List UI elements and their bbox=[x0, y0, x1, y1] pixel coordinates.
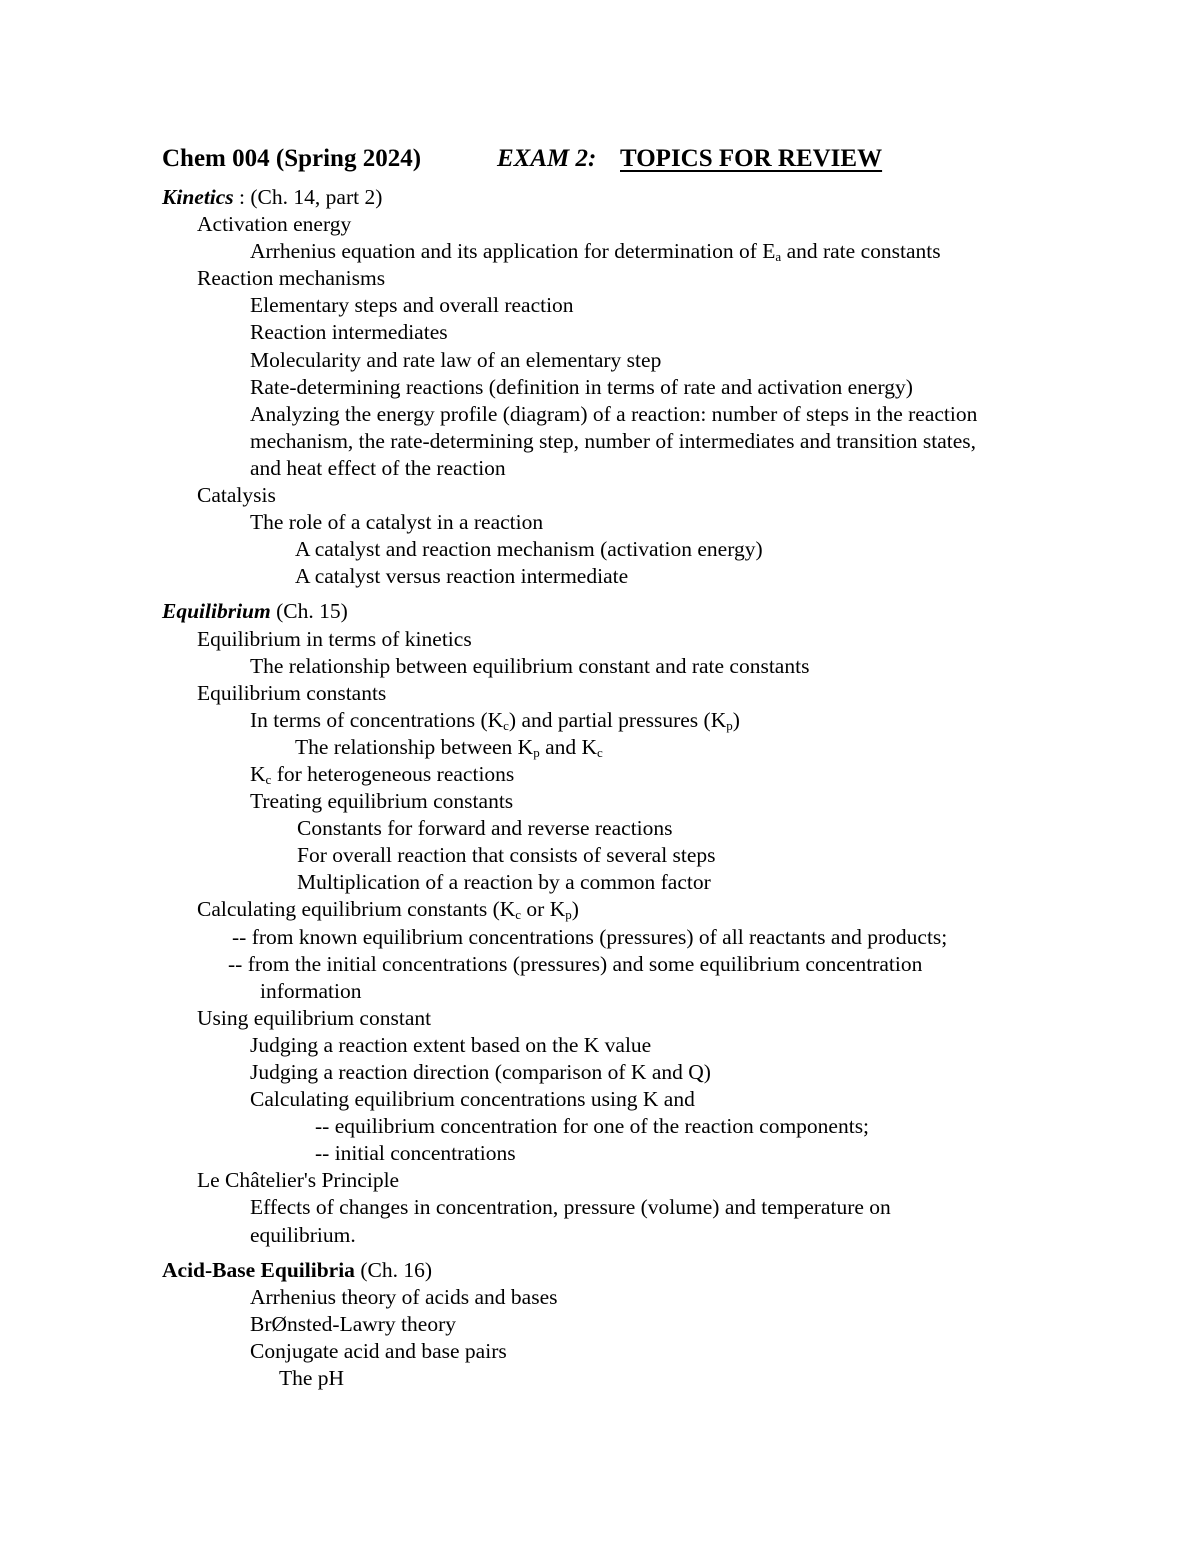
outline-item: Calculating equilibrium concentrations using K and bbox=[250, 1087, 695, 1112]
section-heading-equilibrium: Equilibrium bbox=[162, 599, 271, 624]
outline-item: The relationship between equilibrium constant and rate constants bbox=[250, 653, 810, 678]
outline-item: equilibrium. bbox=[250, 1222, 356, 1247]
topics-heading: TOPICS FOR REVIEW bbox=[620, 145, 883, 172]
outline-item: mechanism, the rate-determining step, number of intermediates and transition states, bbox=[250, 428, 977, 453]
outline-item: Using equilibrium constant bbox=[197, 1005, 432, 1030]
outline-item: Arrhenius theory of acids and bases bbox=[250, 1284, 558, 1309]
section-chapter: : (Ch. 14, part 2) bbox=[233, 185, 383, 209]
outline-item: information bbox=[260, 978, 362, 1003]
outline-item: Le Châtelier's Principle bbox=[197, 1168, 400, 1193]
outline-item: Reaction mechanisms bbox=[197, 266, 386, 291]
outline-item: Equilibrium constants bbox=[197, 680, 387, 705]
outline-item: The relationship between $K_p$ and $K_c$ bbox=[295, 734, 603, 760]
topics-outline bbox=[0, 184, 1200, 1392]
section-acid-base bbox=[0, 1257, 1200, 1284]
outline-item: -- from the initial concentrations (pressures) and some equilibrium concentration bbox=[228, 951, 923, 976]
outline-item: $K_c$ for heterogeneous reactions bbox=[250, 761, 515, 787]
outline-item: Elementary steps and overall reaction bbox=[250, 293, 574, 318]
outline-item: Rate-determining reactions (definition in terms of rate and activation energy) bbox=[250, 374, 913, 399]
outline-item: Molecularity and rate law of an elementary step bbox=[250, 347, 662, 372]
outline-item: BrØnsted-Lawry theory bbox=[250, 1311, 456, 1336]
outline-item: For overall reaction that consists of several steps bbox=[297, 843, 716, 868]
section-equilibrium bbox=[0, 598, 1200, 625]
outline-item: Activation energy bbox=[197, 212, 352, 237]
outline-item: Judging a reaction direction (comparison of K and Q) bbox=[250, 1060, 711, 1084]
outline-item: A catalyst versus reaction intermediate bbox=[295, 564, 629, 589]
outline-item: In terms of concentrations $(K_c)$ and partial pressures $(K_p)$ bbox=[250, 707, 740, 733]
outline-item: -- initial concentrations bbox=[315, 1141, 516, 1166]
outline-item: and heat effect of the reaction bbox=[250, 455, 506, 480]
section-chapter: (Ch. 16) bbox=[354, 1257, 432, 1282]
outline-item: Multiplication of a reaction by a common factor bbox=[297, 870, 711, 895]
course-title: Chem 004 (Spring 2024) bbox=[162, 145, 422, 172]
outline-item: Catalysis bbox=[197, 483, 276, 508]
outline-item: Conjugate acid and base pairs bbox=[250, 1338, 507, 1363]
outline-item: -- from known equilibrium concentrations (pressures) of all reactants and products; bbox=[232, 924, 948, 949]
outline-item: Treating equilibrium constants bbox=[250, 789, 514, 814]
outline-item: Judging a reaction extent based on the K value bbox=[250, 1032, 652, 1057]
exam-label: EXAM 2: bbox=[497, 145, 597, 172]
outline-item: A catalyst and reaction mechanism (activation energy) bbox=[295, 537, 763, 562]
outline-item: Equilibrium in terms of kinetics bbox=[197, 626, 472, 651]
section-heading-kinetics: Kinetics bbox=[162, 185, 234, 209]
outline-item: Calculating equilibrium constants ($K_c$ or $K_p$) bbox=[197, 897, 579, 923]
outline-item: -- equilibrium concentration for one of the reaction components; bbox=[315, 1114, 870, 1139]
outline-item: Effects of changes in concentration, pressure (volume) and temperature on bbox=[250, 1195, 891, 1220]
outline-item: Arrhenius equation and its application for determination of $E_a$ and rate constants bbox=[250, 239, 941, 265]
section-heading-acid-base: Acid-Base Equilibria bbox=[162, 1257, 355, 1282]
outline-item: Analyzing the energy profile (diagram) of a reaction: number of steps in the reaction bbox=[250, 401, 978, 426]
section-chapter: (Ch. 15) bbox=[270, 599, 348, 624]
outline-item: The role of a catalyst in a reaction bbox=[250, 510, 544, 535]
section-kinetics bbox=[0, 184, 1200, 211]
outline-item: Reaction intermediates bbox=[250, 320, 448, 345]
outline-item: Constants for forward and reverse reactions bbox=[297, 816, 673, 841]
outline-item: The pH bbox=[279, 1366, 345, 1391]
page-title bbox=[162, 142, 883, 176]
